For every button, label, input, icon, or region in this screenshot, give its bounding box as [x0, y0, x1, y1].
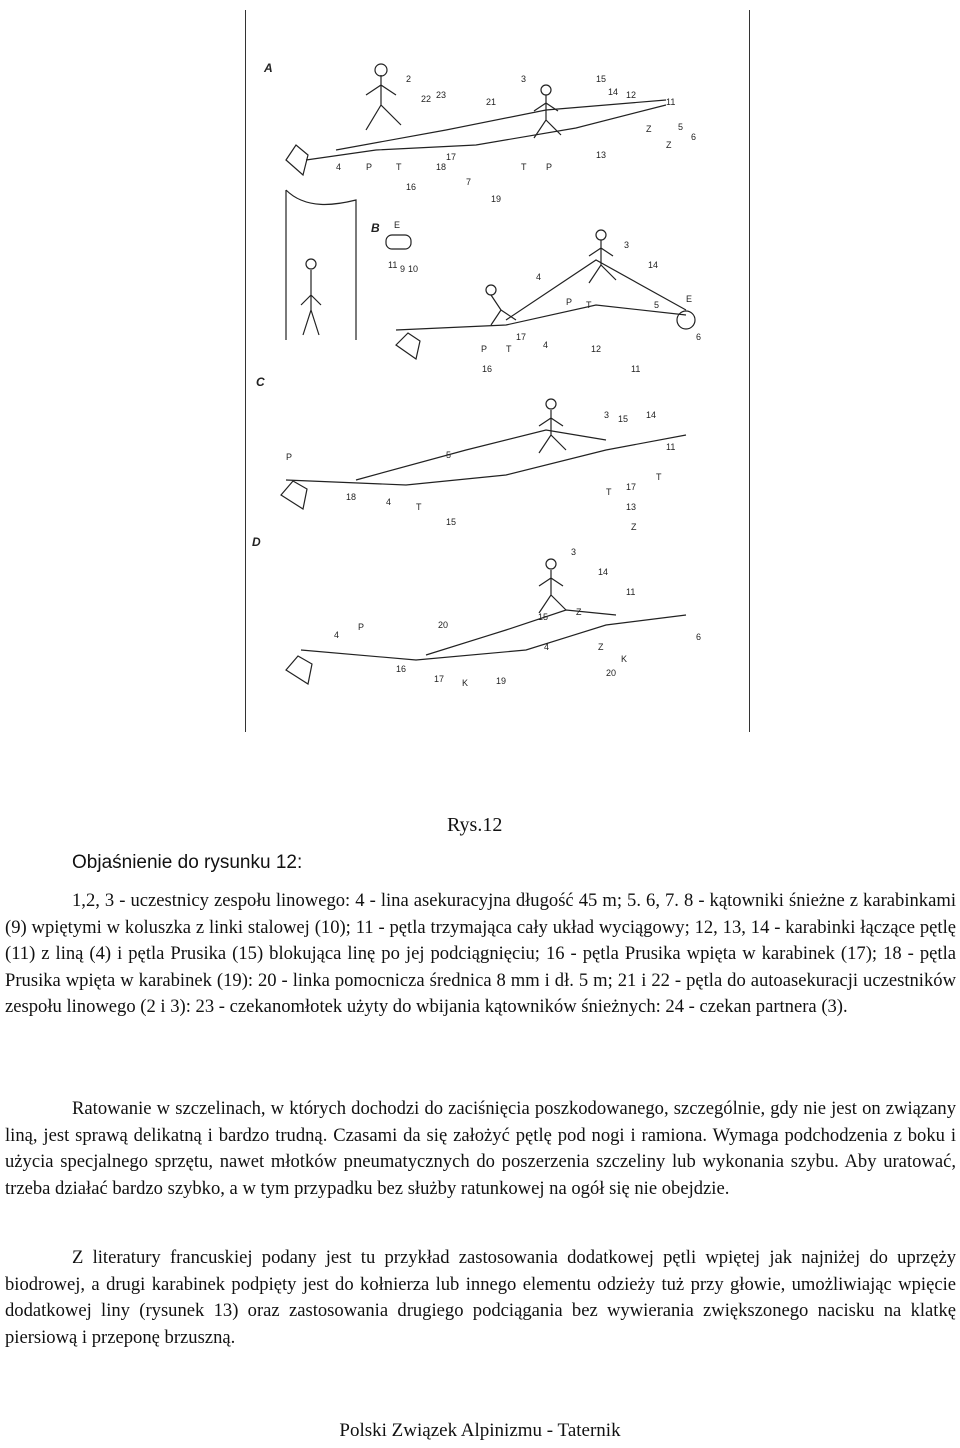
panel-a-climber-2: [366, 75, 401, 130]
callout-label-d: 16: [396, 664, 407, 674]
panel-b-climber-2: [491, 295, 516, 325]
callout-label-a: T: [521, 162, 527, 172]
callout-label-b: 14: [648, 260, 659, 270]
panel-a-climber-3: [534, 95, 561, 138]
panel-callout-labels: [286, 74, 701, 688]
panel-a-rope-2: [336, 100, 666, 150]
callout-label-b: 5: [654, 300, 660, 310]
panel-a-climber-3-head: [541, 85, 551, 95]
callout-label-c: 18: [346, 492, 357, 502]
panel-letter-d: D: [252, 535, 261, 549]
callout-label-a: 13: [596, 150, 607, 160]
callout-label-d: Z: [576, 607, 582, 617]
callout-label-a: 16: [406, 182, 417, 192]
panel-d-rope-2: [426, 610, 616, 655]
callout-label-d: P: [358, 622, 365, 632]
panel-a-crevasse: [286, 190, 356, 340]
panel-b-anchor-detail: [677, 311, 695, 329]
callout-label-d: 4: [544, 642, 550, 652]
panel-a-ice-block: [286, 145, 308, 175]
callout-label-a: 4: [336, 162, 342, 172]
callout-label-a: 2: [406, 74, 412, 84]
callout-label-a: 15: [596, 74, 607, 84]
callout-label-a: 5: [678, 122, 684, 132]
panel-d-climber-3: [539, 570, 566, 613]
body-paragraph-2: Z literatury francuskiej podany jest tu przykład zastosowania dodatkowej pętli wpiętej jak najniżej do uprzęży biodrowej, a drugi karabinek podpięty jest do kołnierza lub innego elementu odzieży tuż przy głowie, umożliwiając wpięcie dodatkowej liny (rysunek 13) oraz zastosowania drugiego podciągania bez wywierania zwiększonego nacisku na klatkę piersiową i przeponę brzuszną.: [5, 1247, 956, 1348]
callout-label-b: 4: [536, 272, 542, 282]
panel-c-ice-block: [281, 481, 307, 509]
callout-label-c: 15: [618, 414, 629, 424]
callout-label-b: 16: [482, 364, 493, 374]
rescue-illustration: [245, 10, 750, 732]
callout-label-b: 11: [388, 260, 398, 270]
panel-a-rope: [306, 105, 666, 160]
callout-label-b: 6: [696, 332, 702, 342]
callout-label-d: 20: [606, 668, 617, 678]
callout-label-a: 6: [691, 132, 697, 142]
panel-letter-a: A: [264, 61, 273, 75]
callout-label-d: K: [462, 678, 469, 688]
callout-label-a: 14: [608, 87, 619, 97]
panel-a-climber-2-head: [375, 64, 387, 76]
callout-label-b: E: [686, 294, 693, 304]
callout-label-d: 15: [538, 612, 549, 622]
callout-label-a: 11: [666, 97, 676, 107]
callout-label-d: 19: [496, 676, 507, 686]
panel-b-climber-2-head: [486, 285, 496, 295]
callout-label-a: 22: [421, 94, 432, 104]
callout-label-a: Z: [666, 140, 672, 150]
figure-caption: Rys.12: [447, 814, 503, 836]
callout-label-a: 12: [626, 90, 637, 100]
panel-c-climber-3-head: [546, 399, 556, 409]
callout-label-d: 11: [626, 587, 636, 597]
callout-label-d: 6: [696, 632, 702, 642]
callout-label-d: 17: [434, 674, 445, 684]
panel-b-detail-carabiner: [386, 235, 411, 249]
callout-label-b: E: [394, 220, 401, 230]
callout-label-b: T: [586, 300, 592, 310]
callout-label-d: 20: [438, 620, 449, 630]
panel-c-rope: [286, 435, 686, 485]
callout-label-a: Z: [646, 124, 652, 134]
callout-label-a: 7: [466, 177, 472, 187]
callout-label-b: 11: [631, 364, 641, 374]
callout-label-a: P: [366, 162, 373, 172]
callout-label-b: 17: [516, 332, 527, 342]
callout-label-b: 9: [400, 264, 406, 274]
panel-letter-b: B: [371, 221, 380, 235]
callout-label-b: 10: [408, 264, 419, 274]
callout-label-c: 5: [446, 450, 452, 460]
body-paragraph-1: Ratowanie w szczelinach, w których dochodzi do zaciśnięcia poszkodowanego, szczególnie, gdy nie jest on związany liną, jest sprawą delikatną i bardzo trudną. Czasami da się założyć pętlę pod nogi i ramiona. Wymaga podchodzenia z boku i użycia specjalnego sprzętu, nawet młotków pneumatycznych do poszerzenia szczeliny lub wykonania szybu. Aby uratować, trzeba działać bardzo szybko, a w tym przypadku bez służby ratunkowej na ogół się nie obejdzie.: [5, 1098, 956, 1199]
callout-label-d: 3: [571, 547, 577, 557]
callout-label-a: 23: [436, 90, 447, 100]
callout-label-c: 4: [386, 497, 392, 507]
callout-label-c: 17: [626, 482, 637, 492]
callout-label-c: Z: [631, 522, 637, 532]
callout-label-c: T: [416, 502, 422, 512]
callout-label-b: 4: [543, 340, 549, 350]
callout-label-b: T: [506, 344, 512, 354]
panel-c-rope-2: [356, 430, 606, 480]
callout-label-d: 14: [598, 567, 609, 577]
callout-label-b: 12: [591, 344, 602, 354]
panel-d-ice-block: [286, 656, 312, 684]
panel-letter-c: C: [256, 375, 265, 389]
callout-label-c: 13: [626, 502, 637, 512]
legend-paragraph: 1,2, 3 - uczestnicy zespołu linowego: 4 - lina asekuracyjna długość 45 m; 5. 6, 7. 8 - kątowniki śnieżne z karabinkami (9) wpiętymi w koluszka z linki stalowej (10); 11 - pętla trzymająca cały układ wyciągowy; 12, 13, 14 - karabinki łączące pętlę (11) z liną (4) i pętla Prusika (15) blokująca linę po jej podciągnięciu; 16 - pętla Prusika wpięta w karabinek (17); 18 - pętla Prusika wpięta w karabinek (19): 20 - linka pomocnicza średnica 8 mm i dł. 5 m; 21 i 22 - pętla do autoasekuracji uczestników zespołu linowego (2 i 3): 23 - czekanomłotek użyty do wbijania kątowników śnieżnych: 24 - czekan partnera (3).: [5, 890, 956, 1018]
panel-a-victim: [301, 270, 321, 335]
callout-label-d: K: [621, 654, 628, 664]
callout-label-c: 3: [604, 410, 610, 420]
callout-label-a: 17: [446, 152, 457, 162]
callout-label-a: 19: [491, 194, 502, 204]
panel-b-ice-block: [396, 333, 420, 359]
callout-label-a: 3: [521, 74, 527, 84]
panel-b-climber-3-head: [596, 230, 606, 240]
callout-label-c: 15: [446, 517, 457, 527]
callout-label-b: P: [481, 344, 488, 354]
callout-label-b: P: [566, 297, 573, 307]
callout-label-c: T: [656, 472, 662, 482]
callout-label-d: 4: [334, 630, 340, 640]
rescue-illustration-svg: [246, 10, 749, 732]
panel-b-rope: [396, 305, 686, 330]
callout-label-a: P: [546, 162, 553, 172]
callout-label-c: 11: [666, 442, 676, 452]
page-footer: Polski Związek Alpinizmu - Taternik: [339, 1420, 621, 1441]
callout-label-b: 3: [624, 240, 630, 250]
panel-d-climber-3-head: [546, 559, 556, 569]
callout-label-c: P: [286, 452, 293, 462]
callout-label-a: 18: [436, 162, 447, 172]
callout-label-c: T: [606, 487, 612, 497]
callout-label-a: 21: [486, 97, 497, 107]
explanation-title: Objaśnienie do rysunku 12:: [72, 852, 303, 873]
panel-b-rope-2: [506, 260, 686, 320]
callout-label-a: T: [396, 162, 402, 172]
callout-label-d: Z: [598, 642, 604, 652]
panel-a-victim-head: [306, 259, 316, 269]
callout-label-c: 14: [646, 410, 657, 420]
